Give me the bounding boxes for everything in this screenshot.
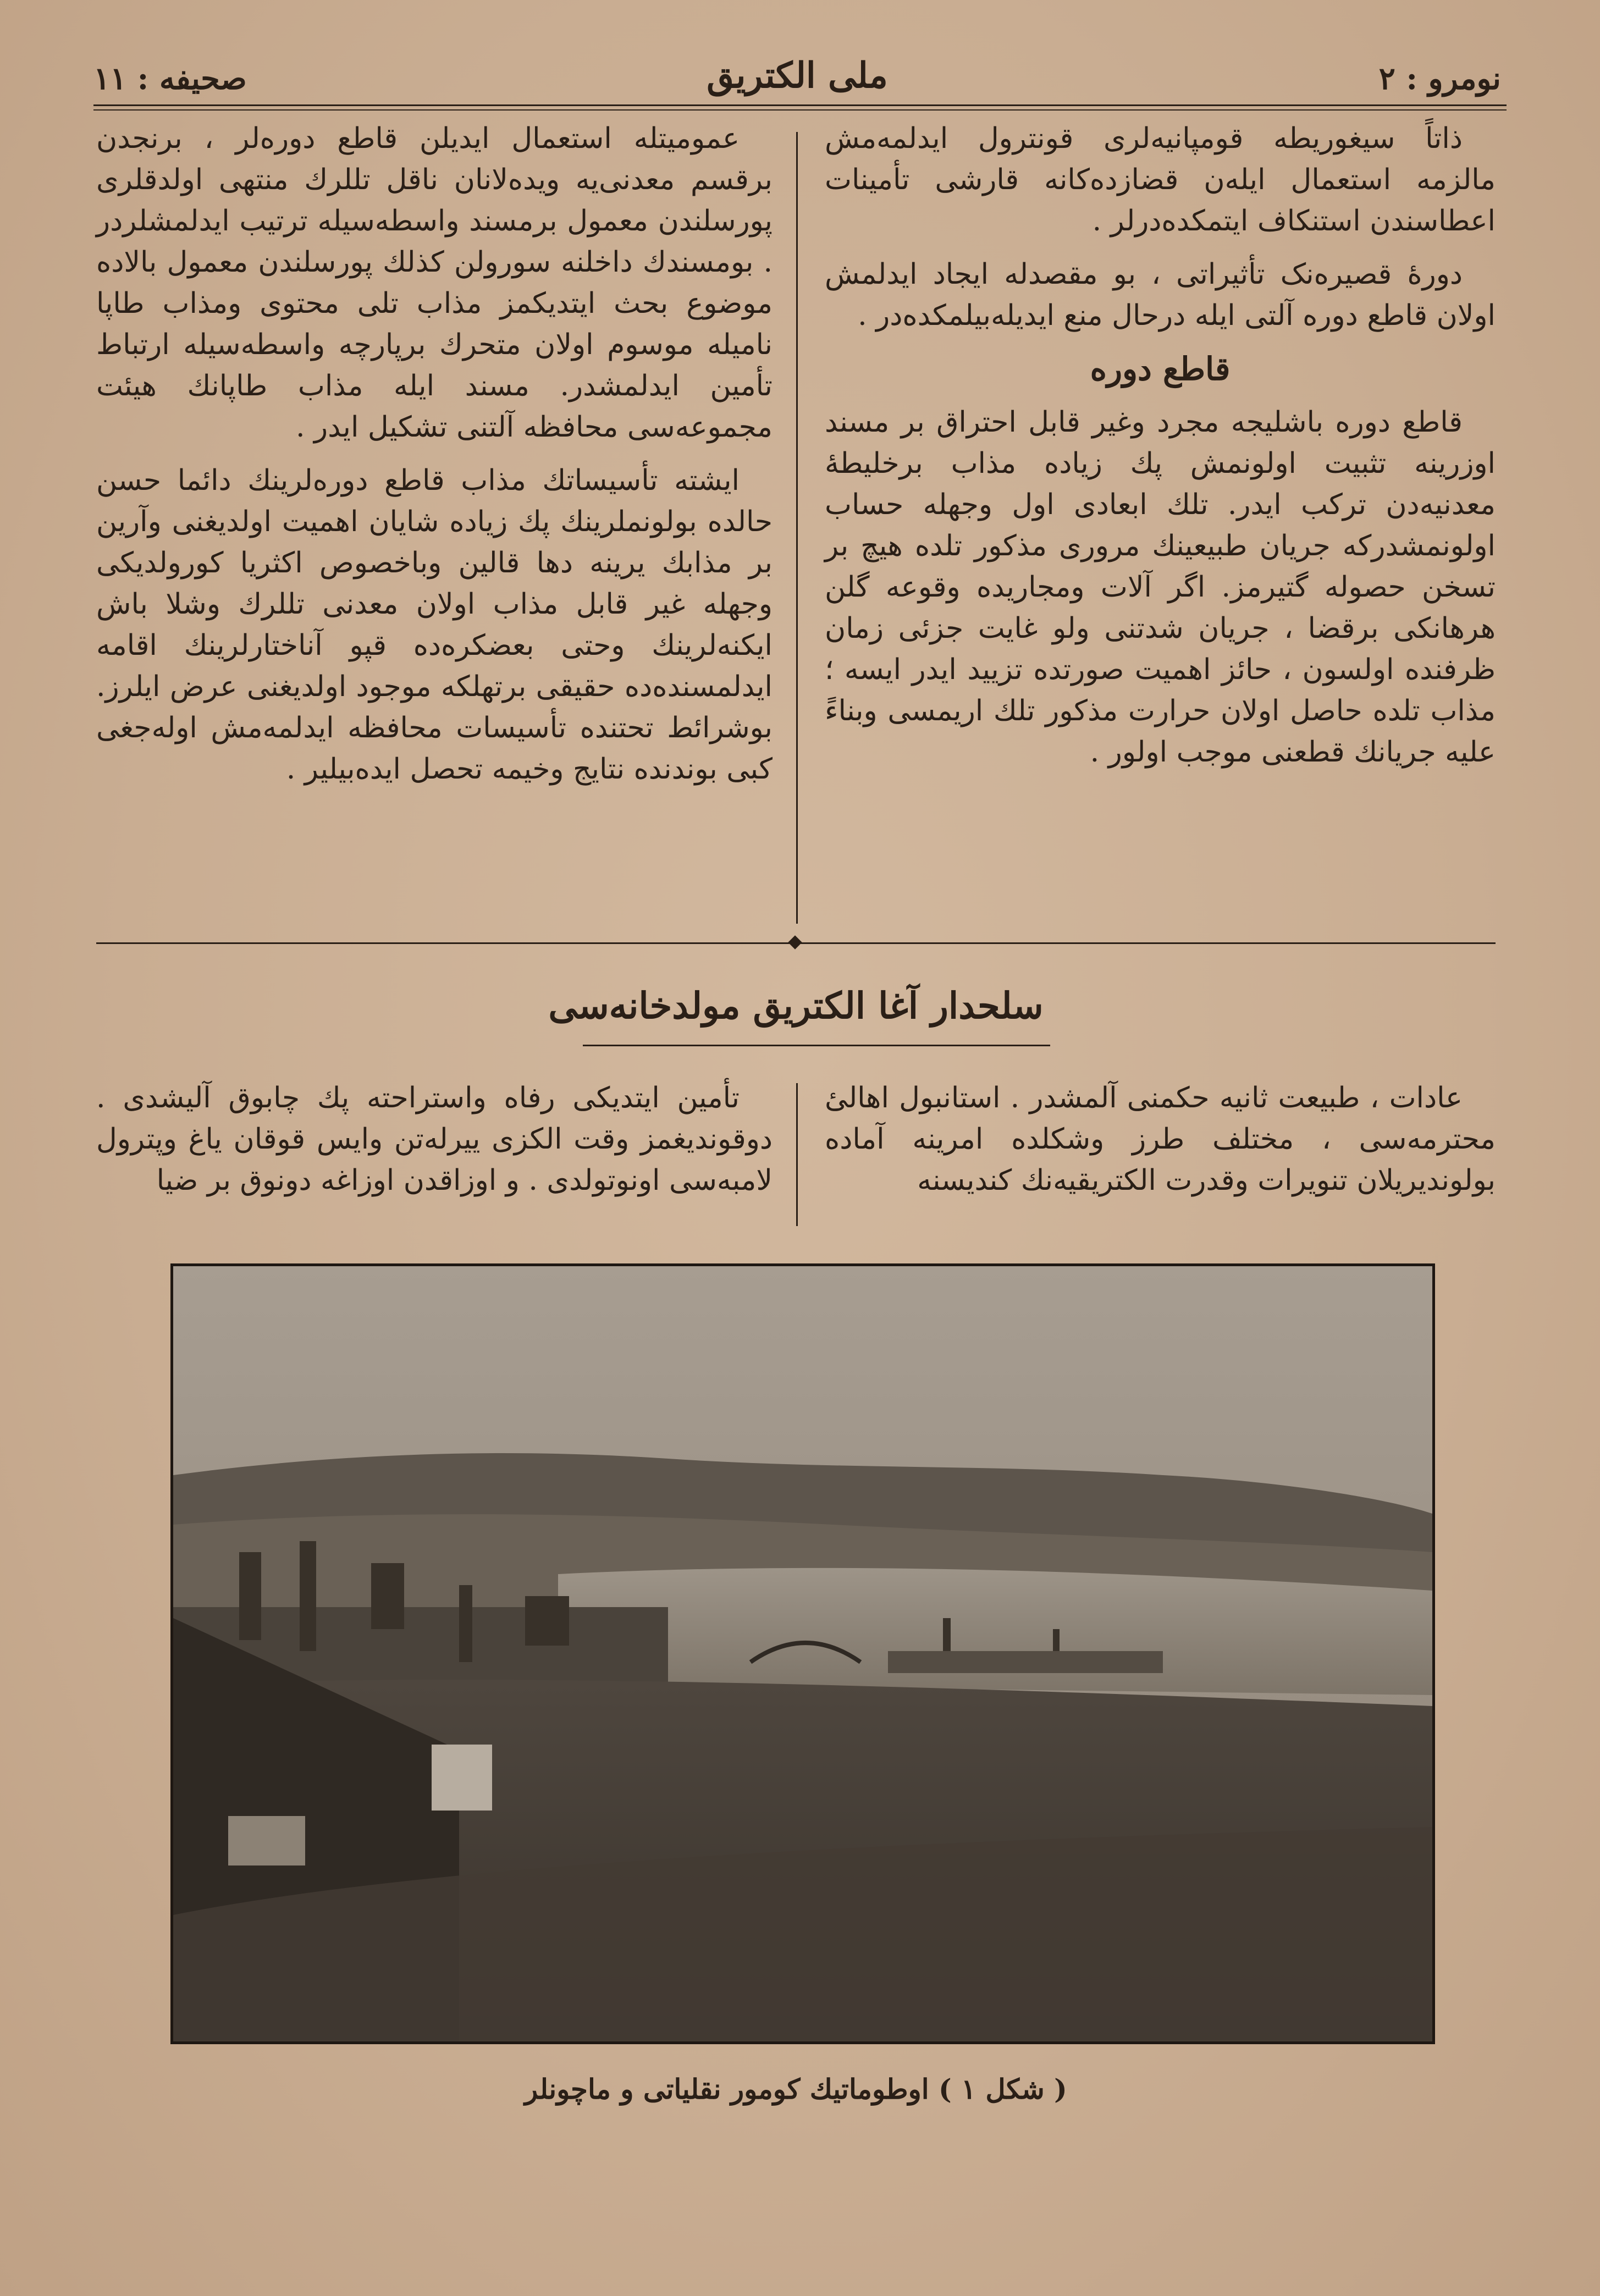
paragraph: عمومیتله استعمال ایدیلن قاطع دوره‌لر ، برنجدن برقسم معدنی‌یه ویده‌لانان ناقل تللرك منتهی اولدقلری پورسلندن معمول برمسند واسطه‌سیله ترتیب ایدلمشلردر . بومسندك داخلنه سورولن کذلك پورسلندن معمول بالاده موضوع بحث ایتدیکمز مذاب تلی محتوی ومذاب طاپا نامیله موسوم اولان متحرك برپارچه واسطه‌سیله ارتباط تأمین ایدلمشدر. مسند ایله مذاب طاپانك هیئت مجموعه‌سی محافظه آلتنی تشکیل ایدر . (96, 122, 773, 444)
header-rule (93, 104, 1507, 111)
photo-image (173, 1266, 1432, 2041)
right-column-top (825, 118, 1496, 773)
divider-ornament (788, 935, 802, 949)
paragraph: قاطع دوره باشلیجه مجرد وغیر قابل احتراق بر مسند اوزرینه تثبیت اولونمش پك زیاده مذاب برخلیطهٔ معدنیه‌دن ترکب ایدر. تلك ابعادی اول وجهله حساب اولونمشدرکه جریان طبیعینك مروری مذکور تلده هیچ بر تسخن حصوله گتیرمز. اگر آلات ومجاریده وقوعه گلن هرهانکی برقضا ، جریان شدتنی ولو غایت جزئی زمان ظرفنده اولسون ، حائز اهمیت صورتده تزیید ایدر ایسه ؛ مذاب تلده حاصل اولان حرارت مذکور تلك اریمسی وبناءً علیه جریانك قطعنی موجب اولور . (825, 406, 1496, 769)
paragraph: عادات ، طبیعت ثانیه حکمنی آلمشدر . استانبول اهالیٔ محترمه‌سی ، مختلف طرز وشکلده امرینه آماده بولوندیریلان تنویرات وقدرت الکتریقیه‌نك کندیسنه (825, 1081, 1496, 1197)
paragraph: ذاتاً سیغوریطه قومپانیه‌لری قونترول ایدلمه‌مش مالزمه استعمال ایله‌ن قضازده‌کانه قارشی تأمینات اعطاسندن استنکاف ایتمکده‌درلر . (825, 122, 1496, 238)
page-header (93, 55, 1501, 104)
figure-caption: ( شکل ١ ) اوطوماتیك کومور نقلیاتی و ماچونلر (525, 2073, 1067, 2105)
paragraph: ایشته تأسیساتك مذاب قاطع دوره‌لرینك دائما حسن حالده بولونملرینك پك زیاده شایان اهمیت اولدیغنی وآرین بر مذابك یرینه دها قالین وباخصوص اکثریا کورولدیکی وجهله غیر قابل مذاب اولان معدنی تللرك وشلا باش ایکنه‌لرینك وحتی بعضکره‌ده قپو آناختارلرینك اقامه ایدلمسنده‌ده حقیقی برتهلکه موجود اولدیغنی عرض ایلرز. بوشرائط تحتنده تأسیسات محافظه ایدلمه‌مش اوله‌جغی کبی بوندنده نتایج وخیمه تحصل ایده‌بیلیر . (96, 464, 773, 786)
title-underline (583, 1045, 1050, 1046)
right-column-bottom (825, 1078, 1496, 1201)
journal-title: ملی الکتریق (707, 55, 888, 96)
landscape-photograph (170, 1263, 1435, 2044)
article-title: سلحدار آغا الکتریق مولدخانه‌سی (548, 984, 1044, 1027)
left-column-top (96, 118, 773, 790)
paragraph: تأمین ایتدیکی رفاه واستراحته پك چابوق آلیشدی . دوقوندیغمز وقت الکزی ییرله‌تن وایس قوقان یاغ وپترول لامبه‌سی اونوتولدی . و اوزاقدن اوزاغه دونوق بر ضیا (96, 1081, 773, 1197)
section-divider (96, 937, 1496, 948)
issue-number: نومرو : ٢ (1378, 60, 1501, 97)
paragraph: دوره‌ٔ قصیره‌نک تأثیراتی ، بو مقصدله ایجاد ایدلمش اولان قاطع دوره آلتی ایله درحال منع ایدیله‌بیلمکده‌در . (825, 258, 1496, 332)
column-divider (796, 1083, 798, 1226)
column-divider (796, 132, 798, 924)
page-number: صحیفه : ١١ (93, 60, 247, 97)
section-heading: قاطع دوره (1090, 350, 1231, 388)
left-column-bottom (96, 1078, 773, 1201)
